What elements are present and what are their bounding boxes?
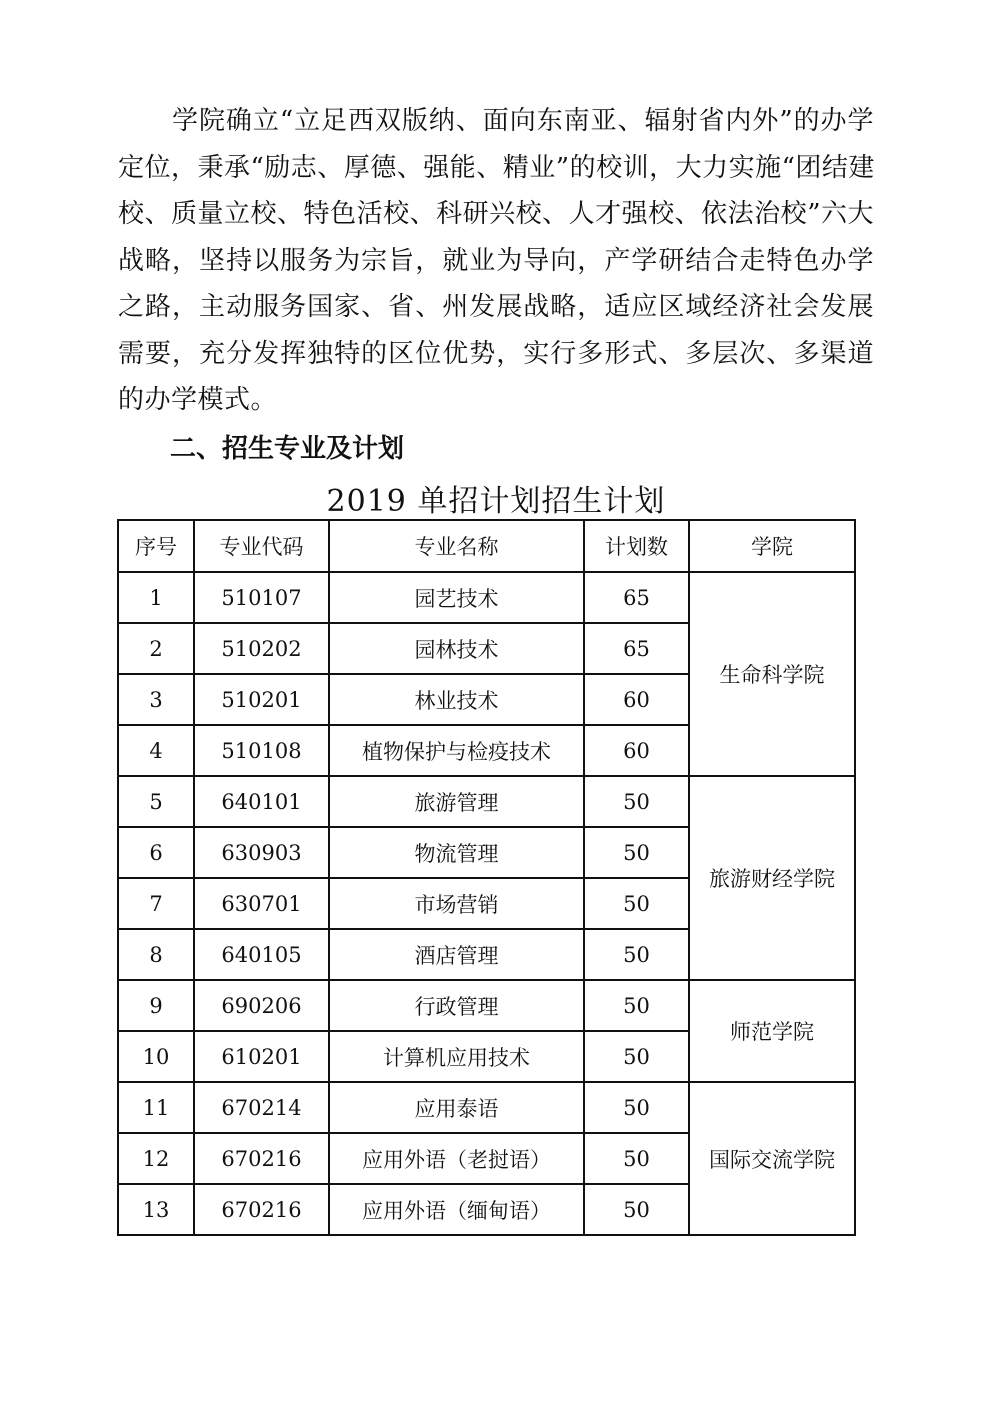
cell-college: 国际交流学院	[689, 1082, 855, 1235]
cell-no: 9	[118, 980, 194, 1031]
cell-code: 640105	[194, 929, 329, 980]
cell-count: 50	[584, 929, 689, 980]
cell-count: 65	[584, 572, 689, 623]
cell-no: 1	[118, 572, 194, 623]
paragraph-line: 学院确立“立足西双版纳、面向东南亚、辐射省内外”的办学	[172, 106, 874, 136]
cell-college: 旅游财经学院	[689, 776, 855, 980]
cell-name: 应用外语（缅甸语）	[329, 1184, 584, 1235]
header-count: 计划数	[584, 520, 689, 572]
cell-code: 610201	[194, 1031, 329, 1082]
table-row	[118, 1082, 855, 1133]
cell-name: 林业技术	[329, 674, 584, 725]
cell-name: 应用泰语	[329, 1082, 584, 1133]
cell-count: 50	[584, 1031, 689, 1082]
paragraph-line: 校、质量立校、特色活校、科研兴校、人才强校、依法治校”六大	[118, 199, 874, 229]
cell-no: 7	[118, 878, 194, 929]
table-title: 2019 单招计划招生计划	[326, 484, 666, 519]
header-code: 专业代码	[194, 520, 329, 572]
cell-count: 50	[584, 878, 689, 929]
cell-count: 60	[584, 725, 689, 776]
cell-name: 市场营销	[329, 878, 584, 929]
cell-name: 旅游管理	[329, 776, 584, 827]
cell-name: 应用外语（老挝语）	[329, 1133, 584, 1184]
cell-no: 8	[118, 929, 194, 980]
paragraph-line: 战略，坚持以服务为宗旨，就业为导向，产学研结合走特色办学	[118, 245, 874, 276]
cell-count: 50	[584, 776, 689, 827]
cell-name: 计算机应用技术	[329, 1031, 584, 1082]
cell-code: 510107	[194, 572, 329, 623]
cell-code: 670216	[194, 1184, 329, 1235]
cell-code: 670216	[194, 1133, 329, 1184]
cell-count: 60	[584, 674, 689, 725]
table-row	[118, 572, 855, 623]
cell-code: 630701	[194, 878, 329, 929]
cell-no: 12	[118, 1133, 194, 1184]
cell-count: 50	[584, 1133, 689, 1184]
cell-no: 5	[118, 776, 194, 827]
cell-code: 670214	[194, 1082, 329, 1133]
cell-no: 3	[118, 674, 194, 725]
cell-code: 510201	[194, 674, 329, 725]
cell-college: 生命科学院	[689, 572, 855, 776]
cell-code: 510202	[194, 623, 329, 674]
cell-name: 物流管理	[329, 827, 584, 878]
header-name: 专业名称	[329, 520, 584, 572]
header-no: 序号	[118, 520, 194, 572]
cell-name: 园林技术	[329, 623, 584, 674]
cell-no: 2	[118, 623, 194, 674]
header-college: 学院	[689, 520, 855, 572]
cell-count: 50	[584, 827, 689, 878]
cell-count: 50	[584, 1184, 689, 1235]
paragraph-line: 定位，秉承“励志、厚德、强能、精业”的校训，大力实施“团结建	[118, 152, 875, 183]
intro-paragraph	[118, 98, 874, 424]
paragraph-line: 之路，主动服务国家、省、州发展战略，适应区域经济社会发展	[118, 292, 874, 322]
cell-count: 50	[584, 980, 689, 1031]
cell-no: 4	[118, 725, 194, 776]
table-row	[118, 980, 855, 1031]
cell-name: 园艺技术	[329, 572, 584, 623]
cell-no: 11	[118, 1082, 194, 1133]
paragraph-line: 的办学模式。	[118, 385, 278, 415]
cell-code: 640101	[194, 776, 329, 827]
cell-code: 510108	[194, 725, 329, 776]
table-row	[118, 776, 855, 827]
cell-no: 6	[118, 827, 194, 878]
cell-count: 50	[584, 1082, 689, 1133]
cell-name: 酒店管理	[329, 929, 584, 980]
cell-college: 师范学院	[689, 980, 855, 1082]
cell-name: 行政管理	[329, 980, 584, 1031]
cell-count: 65	[584, 623, 689, 674]
paragraph-line: 需要，充分发挥独特的区位优势，实行多形式、多层次、多渠道	[118, 338, 874, 369]
cell-code: 690206	[194, 980, 329, 1031]
table-header-row	[118, 520, 855, 572]
cell-no: 10	[118, 1031, 194, 1082]
section-heading: 二、招生专业及计划	[170, 434, 405, 464]
cell-code: 630903	[194, 827, 329, 878]
enrollment-plan-table	[117, 519, 856, 1236]
cell-no: 13	[118, 1184, 194, 1235]
cell-name: 植物保护与检疫技术	[329, 725, 584, 776]
